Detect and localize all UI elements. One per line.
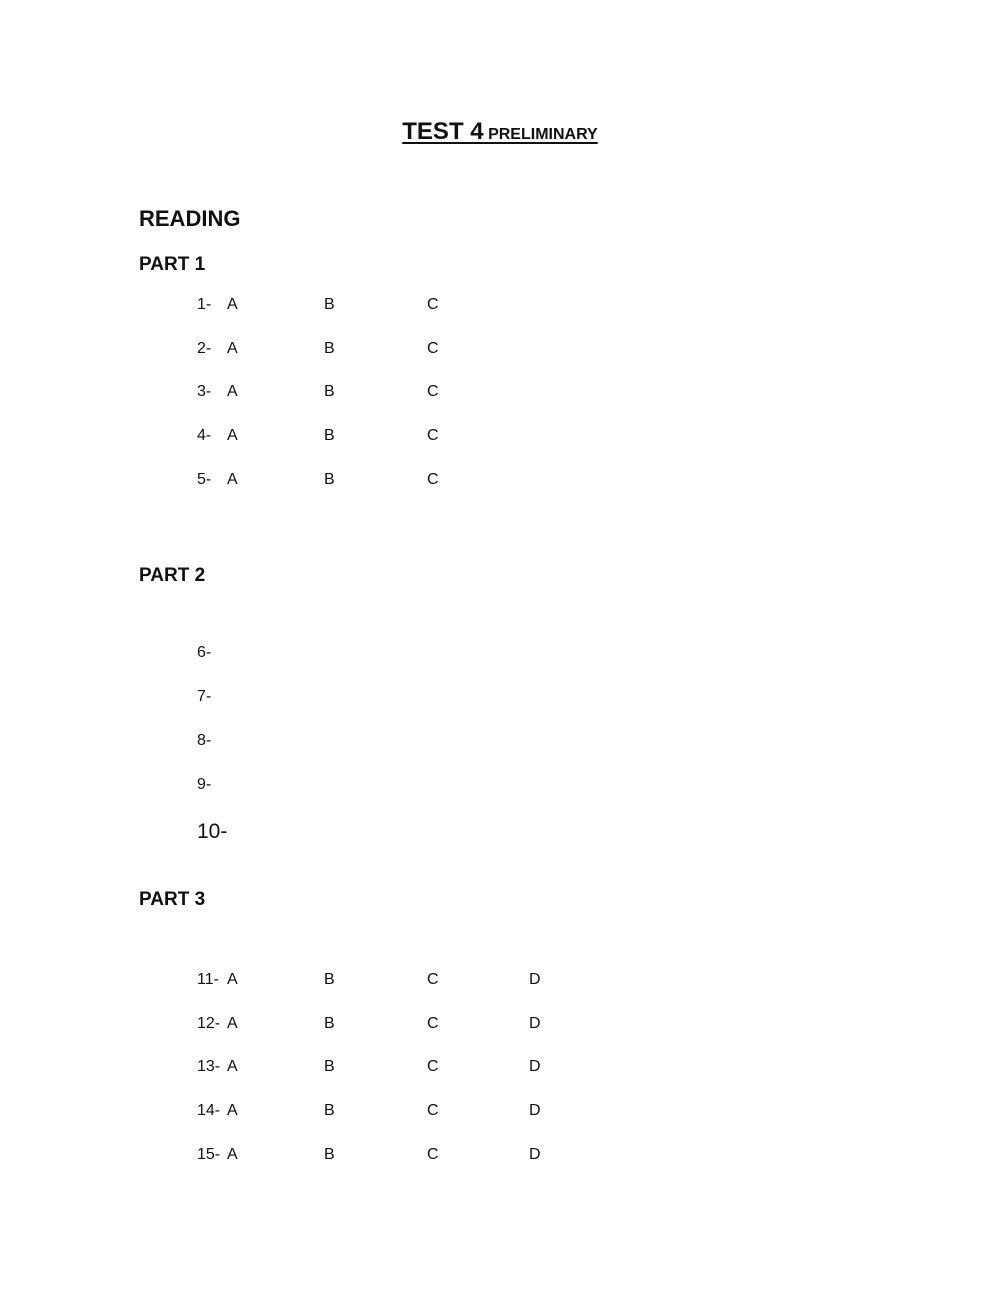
title-sub: PRELIMINARY (488, 126, 598, 143)
option-a: A (227, 1146, 238, 1163)
question-number: 14- (197, 1102, 221, 1119)
option-c: C (427, 383, 439, 400)
option-a: A (227, 296, 238, 313)
part-3-heading: PART 3 (139, 889, 206, 910)
option-b: B (324, 971, 335, 988)
option-d: D (529, 1015, 541, 1032)
option-b: B (324, 340, 335, 357)
question-number: 7- (197, 688, 212, 705)
question-number: 8- (197, 732, 212, 749)
option-c: C (427, 296, 439, 313)
option-c: C (427, 471, 439, 488)
option-d: D (529, 1058, 541, 1075)
page-title (0, 118, 1000, 146)
option-c: C (427, 1146, 439, 1163)
option-b: B (324, 471, 335, 488)
option-a: A (227, 1102, 238, 1119)
option-a: A (227, 340, 238, 357)
question-number: 5- (197, 471, 212, 488)
option-b: B (324, 296, 335, 313)
option-a: A (227, 1015, 238, 1032)
question-number: 10- (197, 820, 228, 843)
option-a: A (227, 971, 238, 988)
question-number: 6- (197, 644, 212, 661)
section-heading-reading: READING (139, 206, 241, 231)
question-number: 9- (197, 776, 212, 793)
option-d: D (529, 971, 541, 988)
question-number: 3- (197, 383, 212, 400)
option-b: B (324, 427, 335, 444)
option-c: C (427, 1058, 439, 1075)
question-number: 11- (197, 971, 219, 988)
option-c: C (427, 340, 439, 357)
question-number: 13- (197, 1058, 221, 1075)
option-c: C (427, 971, 439, 988)
option-b: B (324, 1146, 335, 1163)
option-a: A (227, 427, 238, 444)
part-1-heading: PART 1 (139, 254, 206, 275)
option-a: A (227, 383, 238, 400)
option-b: B (324, 1015, 335, 1032)
question-number: 2- (197, 340, 212, 357)
question-number: 4- (197, 427, 212, 444)
option-c: C (427, 427, 439, 444)
option-a: A (227, 471, 238, 488)
option-d: D (529, 1102, 541, 1119)
option-d: D (529, 1146, 541, 1163)
part-2-heading: PART 2 (139, 565, 206, 586)
option-c: C (427, 1015, 439, 1032)
question-number: 12- (197, 1015, 221, 1032)
question-number: 1- (197, 296, 212, 313)
option-c: C (427, 1102, 439, 1119)
option-a: A (227, 1058, 238, 1075)
option-b: B (324, 383, 335, 400)
title-main: TEST 4 (402, 118, 484, 145)
option-b: B (324, 1102, 335, 1119)
question-number: 15- (197, 1146, 221, 1163)
option-b: B (324, 1058, 335, 1075)
